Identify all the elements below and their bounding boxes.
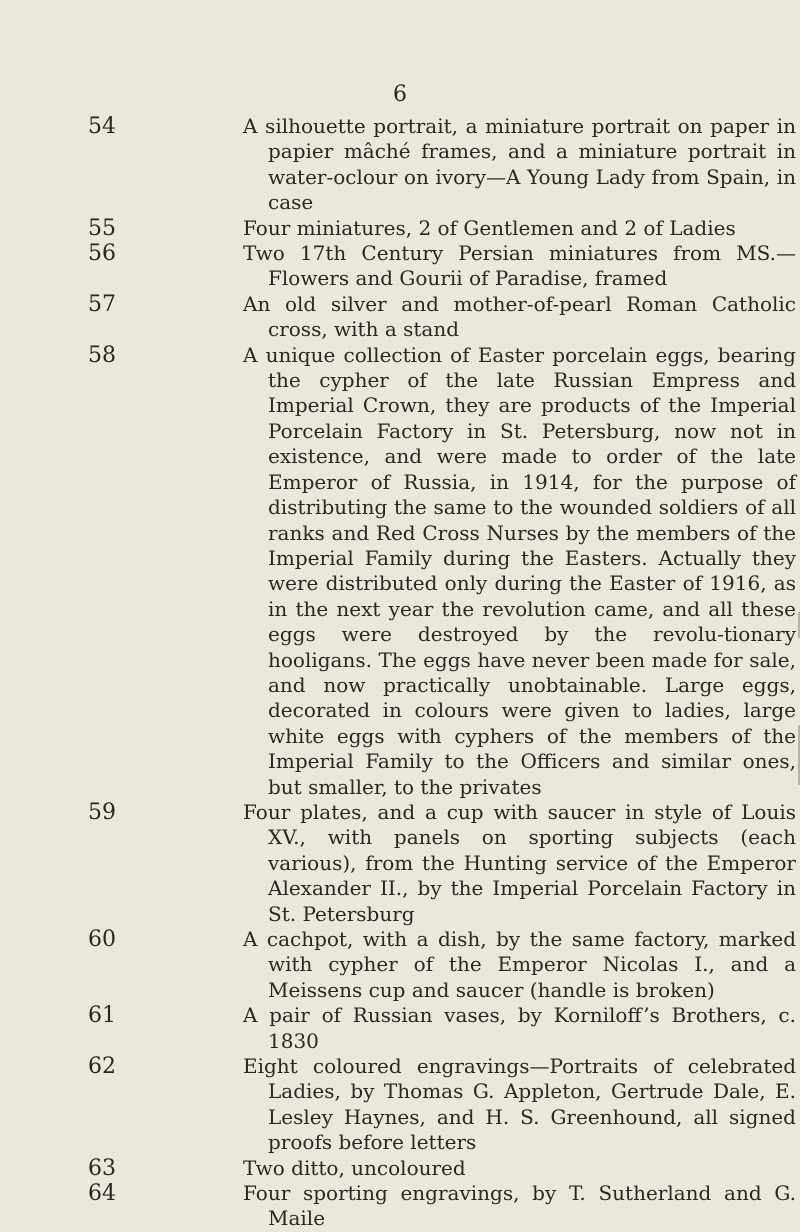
lot-description: Four miniatures, 2 of Gentlemen and 2 of Ladies [243,215,736,240]
catalogue-entry [0,216,800,241]
lot-number: 57 [88,291,116,317]
lot-description: A silhouette portrait, a miniature portrait on paper in papier mâché frames, and a miniature portrait in water-oclour on ivory—A Young Lady from Spain, in case [243,114,796,215]
lot-number: 64 [88,1181,116,1207]
lot-description: An old silver and mother-of-pearl Roman Catholic cross, with a stand [243,291,796,342]
lot-description: Eight coloured engravings—Portraits of celebrated Ladies, by Thomas G. Appleton, Gertrude Dale, E. Lesley Haynes, and H. S. Greenhound, all signed proofs before letters [243,1054,796,1155]
catalogue-entry [0,114,800,216]
catalogue-entry [0,1181,800,1232]
lot-description: Four sporting engravings, by T. Sutherland and G. Maile [243,1181,796,1231]
lot-number: 63 [88,1155,116,1181]
lot-number: 59 [88,799,116,825]
lot-number: 55 [88,215,116,241]
catalogue-entry [0,927,800,1003]
lot-number: 61 [88,1003,116,1029]
lot-number: 62 [88,1054,116,1080]
catalogue-entry [0,1156,800,1181]
lot-number: 60 [88,927,116,952]
lot-number: 56 [88,241,116,267]
lot-number: 54 [88,114,116,139]
catalogue-entry [0,800,800,927]
catalogue-entries [0,114,800,1232]
catalogue-entry [0,241,800,292]
lot-description: Two 17th Century Persian miniatures from MS.—Flowers and Gourii of Paradise, framed [243,241,796,291]
catalogue-entry [0,1054,800,1156]
page-number: 6 [393,82,407,107]
catalogue-entry [0,1003,800,1054]
lot-description: A cachpot, with a dish, by the same factory, marked with cypher of the Emperor Nicolas I., and a Meissens cup and saucer (handle is broken) [243,927,796,1002]
catalogue-entry [0,292,800,343]
lot-number: 58 [88,342,116,368]
catalogue-entry [0,343,800,800]
lot-description: Two ditto, uncoloured [243,1155,466,1180]
lot-description: A unique collection of Easter porcelain eggs, bearing the cypher of the late Russian Empress and Imperial Crown, they are products of the Imperial Porcelain Factory in St. Petersburg, now not in existence, and were made to order of the late Emperor of Russia, in 1914, for the purpose of distributing the same to the wounded soldiers of all ranks and Red Cross Nurses by the members of the Imperial Family during the Easters. Actually they were distributed only during the Easter of 1916, as in the next year the revolution came, and all these eggs were destroyed by the revolu-tionary hooligans. The eggs have never been made for sale, and now practically unobtainable. Large eggs, decorated in colours were given to ladies, large white eggs with cyphers of the members of the Imperial Family to the Officers and similar ones, but smaller, to the privates [243,342,796,799]
lot-description: Four plates, and a cup with saucer in style of Louis XV., with panels on sporting subjects (each various), from the Hunting service of the Emperor Alexander II., by the Imperial Porcelain Factory in St. Petersburg [243,799,796,926]
lot-description: A pair of Russian vases, by Korniloff’s Brothers, c. 1830 [243,1003,796,1053]
